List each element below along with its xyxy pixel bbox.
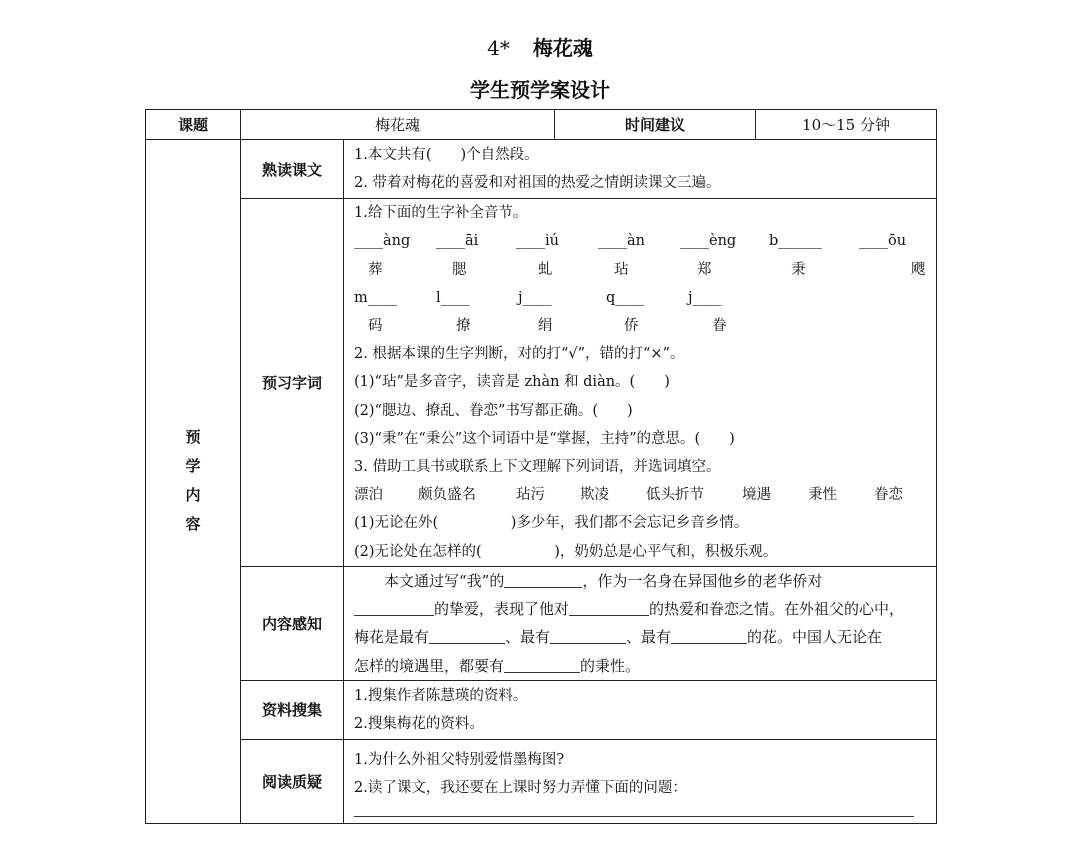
content-text: 、最有 bbox=[626, 628, 672, 647]
words-label: 预习字词 bbox=[241, 199, 344, 567]
section-words bbox=[146, 199, 937, 567]
vocab-word: 眷恋 bbox=[874, 487, 903, 504]
content-line bbox=[354, 567, 926, 595]
fill-item: (1)无论在外( )多少年，我们都不会忘记乡音乡情。 bbox=[354, 515, 749, 532]
char-row-2 bbox=[354, 312, 926, 340]
content-line bbox=[354, 652, 926, 680]
lesson-title bbox=[0, 32, 1080, 61]
section-questions bbox=[146, 739, 937, 823]
pinyin-blank: ____àng bbox=[354, 233, 411, 250]
questions-label: 阅读质疑 bbox=[241, 739, 344, 823]
content-text: 的挚爱，表现了他对 bbox=[434, 600, 570, 619]
pinyin-blank: ____iú bbox=[516, 233, 559, 250]
fill-blank[interactable] bbox=[550, 627, 626, 644]
hanzi: 葬 bbox=[368, 261, 383, 278]
pinyin-blank: ____àn bbox=[598, 233, 645, 250]
topic-value: 梅花魂 bbox=[241, 110, 555, 140]
fill-blank[interactable] bbox=[429, 627, 505, 644]
hanzi: 玷 bbox=[614, 261, 629, 278]
vocab-word: 秉性 bbox=[808, 487, 837, 504]
vocab-word: 颇负盛名 bbox=[418, 487, 476, 504]
research-label: 资料搜集 bbox=[241, 680, 344, 739]
pinyin-blank: m____ bbox=[354, 289, 397, 306]
vocab-word: 漂泊 bbox=[354, 487, 383, 504]
content-text: ，作为一名身在异国他乡的老华侨对 bbox=[582, 572, 823, 590]
hanzi: 虬 bbox=[538, 261, 553, 278]
research-content bbox=[344, 680, 937, 739]
section-content bbox=[146, 567, 937, 681]
vocab-word: 玷污 bbox=[516, 487, 545, 504]
answer-line[interactable] bbox=[354, 816, 914, 817]
vocab-word: 境遇 bbox=[742, 487, 771, 504]
hanzi: 郑 bbox=[697, 261, 712, 278]
document-title: 学生预学案设计 bbox=[470, 78, 610, 102]
vocab-words bbox=[354, 481, 926, 509]
vocab-word: 欺凌 bbox=[580, 487, 609, 504]
hanzi: 飕 bbox=[911, 261, 926, 278]
content-text: 的秉性。 bbox=[580, 656, 641, 675]
read-label: 熟读课文 bbox=[241, 140, 344, 199]
char-row-1 bbox=[354, 256, 926, 284]
pinyin-row-1 bbox=[354, 227, 926, 255]
pinyin-blank: j____ bbox=[518, 289, 552, 306]
words-content bbox=[344, 199, 937, 567]
header-row bbox=[146, 110, 937, 140]
read-line: 1.本文共有( )个自然段。 bbox=[354, 146, 539, 163]
side-char: 内 bbox=[185, 486, 201, 505]
judge-title: 2. 根据本课的生字判断，对的打“√”，错的打“×”。 bbox=[354, 346, 685, 363]
time-label: 时间建议 bbox=[555, 110, 756, 140]
content-line bbox=[354, 623, 926, 651]
read-line: 2. 带着对梅花的喜爱和对祖国的热爱之情朗读课文三遍。 bbox=[354, 175, 721, 191]
side-char: 学 bbox=[185, 457, 201, 476]
hanzi: 码 bbox=[368, 318, 383, 335]
fill-blank[interactable] bbox=[504, 656, 580, 673]
content-line bbox=[354, 595, 926, 623]
questions-content bbox=[344, 739, 937, 823]
hanzi: 绢 bbox=[538, 318, 553, 335]
study-plan-table bbox=[145, 109, 937, 824]
hanzi: 撩 bbox=[456, 318, 471, 335]
research-line: 1.搜集作者陈慧瑛的资料。 bbox=[354, 687, 528, 704]
content-text: 的热爱和眷恋之情。在外祖父的心中， bbox=[649, 600, 905, 619]
question-line: 2.读了课文，我还要在上课时努力弄懂下面的问题： bbox=[354, 779, 687, 796]
lesson-name: 梅花魂 bbox=[532, 36, 593, 60]
words-intro: 1.给下面的生字补全音节。 bbox=[354, 205, 528, 222]
content-text: 、最有 bbox=[505, 628, 551, 647]
section-read bbox=[146, 140, 937, 199]
research-line: 2.搜集梅花的资料。 bbox=[354, 715, 484, 732]
pinyin-blank: ____āi bbox=[436, 233, 479, 250]
fill-blank[interactable] bbox=[504, 571, 582, 588]
fill-blank[interactable] bbox=[671, 627, 747, 644]
pinyin-blank: b______ bbox=[769, 233, 822, 250]
pinyin-blank: ____èng bbox=[680, 233, 737, 250]
read-content bbox=[344, 140, 937, 199]
hanzi: 腮 bbox=[452, 261, 467, 278]
fill-blank[interactable] bbox=[569, 599, 649, 616]
content-paragraph bbox=[344, 567, 937, 681]
content-text: 怎样的境遇里，都要有 bbox=[354, 656, 505, 675]
topic-label: 课题 bbox=[146, 110, 241, 140]
judge-item: (3)“秉”在“秉公”这个词语中是“掌握，主持”的意思。( ) bbox=[354, 430, 735, 447]
vocab-word: 低头折节 bbox=[646, 487, 704, 504]
side-label bbox=[146, 140, 241, 824]
section-research bbox=[146, 680, 937, 739]
hanzi: 侨 bbox=[624, 318, 639, 335]
fill-item: (2)无论处在怎样的( )，奶奶总是心平气和，积极乐观。 bbox=[354, 543, 778, 560]
pinyin-blank: q____ bbox=[606, 289, 645, 306]
pinyin-blank: j____ bbox=[688, 289, 722, 306]
content-text: 本文通过写“我”的 bbox=[384, 572, 505, 590]
time-value: 10～15 分钟 bbox=[756, 110, 937, 140]
hanzi: 秉 bbox=[791, 261, 806, 278]
pinyin-row-2 bbox=[354, 284, 926, 312]
vocab-title: 3. 借助工具书或联系上下文理解下列词语，并选词填空。 bbox=[354, 458, 721, 475]
hanzi: 眷 bbox=[712, 318, 727, 335]
judge-item: (2)“腮边、撩乱、眷恋”书写都正确。( ) bbox=[354, 402, 633, 419]
question-line: 1.为什么外祖父特别爱惜墨梅图? bbox=[354, 751, 565, 768]
side-char: 预 bbox=[185, 428, 201, 447]
content-label: 内容感知 bbox=[241, 567, 344, 681]
fill-blank[interactable] bbox=[354, 599, 434, 616]
content-text: 的花。中国人无论在 bbox=[747, 628, 883, 647]
pinyin-blank: ____ōu bbox=[859, 233, 907, 250]
side-char: 容 bbox=[185, 515, 201, 534]
content-text: 梅花是最有 bbox=[354, 628, 430, 647]
pinyin-blank: l____ bbox=[436, 289, 470, 306]
lesson-number: 4* bbox=[487, 36, 510, 60]
judge-item: (1)“玷”是多音字，读音是 zhàn 和 diàn。( ) bbox=[354, 374, 670, 391]
